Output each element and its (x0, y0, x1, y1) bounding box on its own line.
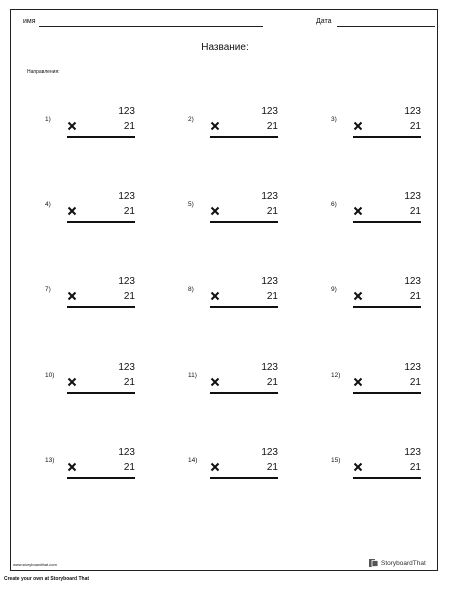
problem-4 (45, 191, 135, 231)
problem-top-operand: 123 (261, 106, 278, 117)
multiply-icon (67, 291, 77, 301)
problem-bottom-operand: 21 (409, 206, 421, 217)
problem-top-operand: 123 (118, 362, 135, 373)
multiply-icon (210, 121, 220, 131)
problem-bottom-operand: 21 (123, 462, 135, 473)
answer-line (353, 392, 421, 394)
multiply-icon (353, 206, 363, 216)
problem-bottom-operand: 21 (266, 377, 278, 388)
problem-top-operand: 123 (404, 191, 421, 202)
problem-bottom-operand: 21 (409, 377, 421, 388)
problem-1 (45, 106, 135, 146)
problem-7 (45, 276, 135, 316)
problem-15 (331, 447, 421, 487)
problem-12 (331, 362, 421, 402)
answer-line (210, 136, 278, 138)
problem-bottom-operand: 21 (123, 291, 135, 302)
problem-number: 6) (331, 201, 337, 208)
problem-top-operand: 123 (261, 447, 278, 458)
problem-top-operand: 123 (261, 191, 278, 202)
worksheet (10, 9, 438, 571)
problem-number: 10) (45, 372, 55, 379)
answer-line (210, 477, 278, 479)
problem-number: 15) (331, 457, 341, 464)
footer-logo (369, 558, 426, 568)
problem-number: 1) (45, 116, 51, 123)
problem-10 (45, 362, 135, 402)
problem-number: 9) (331, 286, 337, 293)
multiply-icon (353, 121, 363, 131)
problem-number: 3) (331, 116, 337, 123)
problem-bottom-operand: 21 (409, 462, 421, 473)
problem-6 (331, 191, 421, 231)
date-line (337, 26, 435, 27)
footer-url: www.storyboardthat.com (13, 562, 57, 567)
answer-line (353, 477, 421, 479)
problem-number: 5) (188, 201, 194, 208)
answer-line (353, 136, 421, 138)
problem-bottom-operand: 21 (266, 121, 278, 132)
problem-bottom-operand: 21 (409, 291, 421, 302)
answer-line (210, 221, 278, 223)
problem-bottom-operand: 21 (123, 377, 135, 388)
problem-top-operand: 123 (118, 191, 135, 202)
problem-number: 7) (45, 286, 51, 293)
answer-line (67, 136, 135, 138)
multiply-icon (353, 377, 363, 387)
multiply-icon (67, 121, 77, 131)
answer-line (353, 221, 421, 223)
answer-line (67, 392, 135, 394)
answer-line (353, 306, 421, 308)
multiply-icon (67, 206, 77, 216)
storyboardthat-logo-icon (369, 559, 379, 567)
problem-bottom-operand: 21 (123, 206, 135, 217)
multiply-icon (67, 377, 77, 387)
problem-top-operand: 123 (404, 447, 421, 458)
date-label: Дата (316, 18, 332, 25)
problem-bottom-operand: 21 (266, 291, 278, 302)
problem-top-operand: 123 (118, 276, 135, 287)
problem-11 (188, 362, 278, 402)
multiply-icon (210, 291, 220, 301)
problem-number: 14) (188, 457, 198, 464)
logo-text: StoryboardThat (381, 559, 426, 567)
problem-9 (331, 276, 421, 316)
answer-line (210, 306, 278, 308)
problem-5 (188, 191, 278, 231)
answer-line (67, 306, 135, 308)
problem-8 (188, 276, 278, 316)
problem-2 (188, 106, 278, 146)
answer-line (210, 392, 278, 394)
problem-number: 11) (188, 372, 197, 379)
answer-line (67, 477, 135, 479)
problem-number: 13) (45, 457, 55, 464)
problem-bottom-operand: 21 (123, 121, 135, 132)
problem-bottom-operand: 21 (266, 206, 278, 217)
multiply-icon (67, 462, 77, 472)
problem-3 (331, 106, 421, 146)
multiply-icon (353, 291, 363, 301)
problem-top-operand: 123 (404, 362, 421, 373)
problem-bottom-operand: 21 (409, 121, 421, 132)
multiply-icon (353, 462, 363, 472)
problem-number: 12) (331, 372, 341, 379)
multiply-icon (210, 462, 220, 472)
worksheet-title: Название: (201, 42, 249, 53)
problem-number: 4) (45, 201, 51, 208)
problem-top-operand: 123 (404, 276, 421, 287)
problem-top-operand: 123 (261, 362, 278, 373)
name-label: имя (23, 18, 36, 25)
problem-top-operand: 123 (261, 276, 278, 287)
problem-number: 2) (188, 116, 194, 123)
name-line (39, 26, 263, 27)
answer-line (67, 221, 135, 223)
credit-text: Create your own at Storyboard That (4, 576, 90, 582)
problem-top-operand: 123 (118, 447, 135, 458)
problem-top-operand: 123 (118, 106, 135, 117)
problem-13 (45, 447, 135, 487)
problem-14 (188, 447, 278, 487)
problem-bottom-operand: 21 (266, 462, 278, 473)
directions-label: Направления: (27, 69, 60, 75)
multiply-icon (210, 206, 220, 216)
problem-top-operand: 123 (404, 106, 421, 117)
problem-number: 8) (188, 286, 194, 293)
multiply-icon (210, 377, 220, 387)
